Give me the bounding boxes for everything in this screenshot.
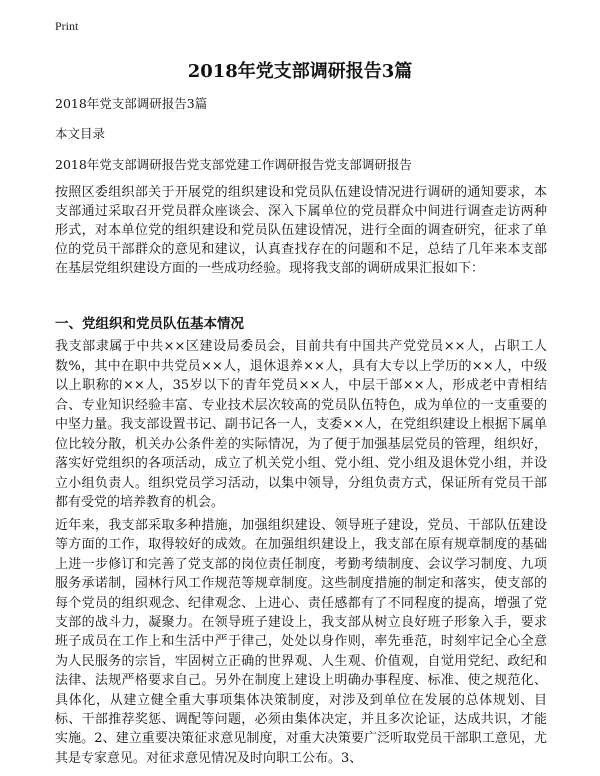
toc-line: 2018年党支部调研报告党支部党建工作调研报告党支部调研报告 (55, 157, 412, 172)
document-subtitle: 2018年党支部调研报告3篇 (55, 96, 208, 111)
document-title: 2018年党支部调研报告3篇 (187, 61, 413, 82)
toc-label: 本文目录 (55, 126, 106, 141)
section-heading: 一、党组织和党员队伍基本情况 (55, 316, 244, 332)
body-paragraph: 近年来，我支部采取多种措施，加强组织建设、领导班子建设，党员、干部队伍建设等方面的工作，取得较好的成效。在加强组织建设上，我支部在原有规章制度的基础上进一步修订和完善了党支部的岗位责任制度，考勤考绩制度、会议学习制度、九项服务承诺制，园林行风工作规范等规章制度。这些制度措施的制定和落实，使支部的每个党员的组织观念、纪律观念、上进心、责任感都有了不同程度的提高，增强了党支部的战斗力，凝聚力。在领导班子建设上，我支部从树立良好班子形象入手，要求班子成员在工作上和生活中严于律己，处处以身作则，率先垂范，时刻牢记全心全意为人民服务的宗旨，牢固树立正确的世界观、人生观、价值观，自觉用党纪、政纪和法律、法规严格要求自己。另外在制度上建设上明确办事程度、标准、使之规范化、具体化，从建立健全重大事项集体决策制度，对涉及到单位在发展的总体规划、目标、干部推荐奖惩、调配等问题，必须由集体决定，并且多次论证，达成共识，才能实施。2、建立重要决策征求意见制度，对重大决策要广泛听取党员干部职工意见，尤其是专家意见。对征求意见情况及时向职工公布。3、 (55, 518, 547, 766)
print-label[interactable]: Print (55, 19, 79, 33)
intro-paragraph: 按照区委组织部关于开展党的组织建设和党员队伍建设情况进行调研的通知要求，本支部通过采取召开党员群众座谈会、深入下属单位的党员群众中间进行调查走访两种形式，对本单位党的组织建设和党员队伍建设情况，进行全面的调查研究，征求了单位的党员干部群众的意见和建议，认真查找存在的问题和不足，总结了几年来本支部在基层党组织建设方面的一些成功经验。现将我支部的调研成果汇报如下： (55, 185, 547, 276)
body-paragraph: 我支部隶属于中共××区建设局委员会，目前共有中国共产党党员××人，占职工人数%，其中在职中共党员××人，退休退养××人，具有大专以上学历的××人，中级以上职称的××人，35岁以下的青年党员××人，中层干部××人，形成老中青相结合、专业知识经验丰富、专业技术层次较高的党员队伍特色，成为单位的一支重要的中坚力量。我支部设置书记、副书记各一人，支委××人，在党组织建设上根据下属单位比较分散，机关办公条件差的实际情况，为了便于加强基层党员的管理，组织好，落实好党组织的各项活动，成立了机关党小组、党小组、党小组及退休党小组，并设立小组负责人。组织党员学习活动，以集中领导，分组负责方式，保证所有党员干部都有受党的培养教育的机会。 (55, 339, 547, 510)
